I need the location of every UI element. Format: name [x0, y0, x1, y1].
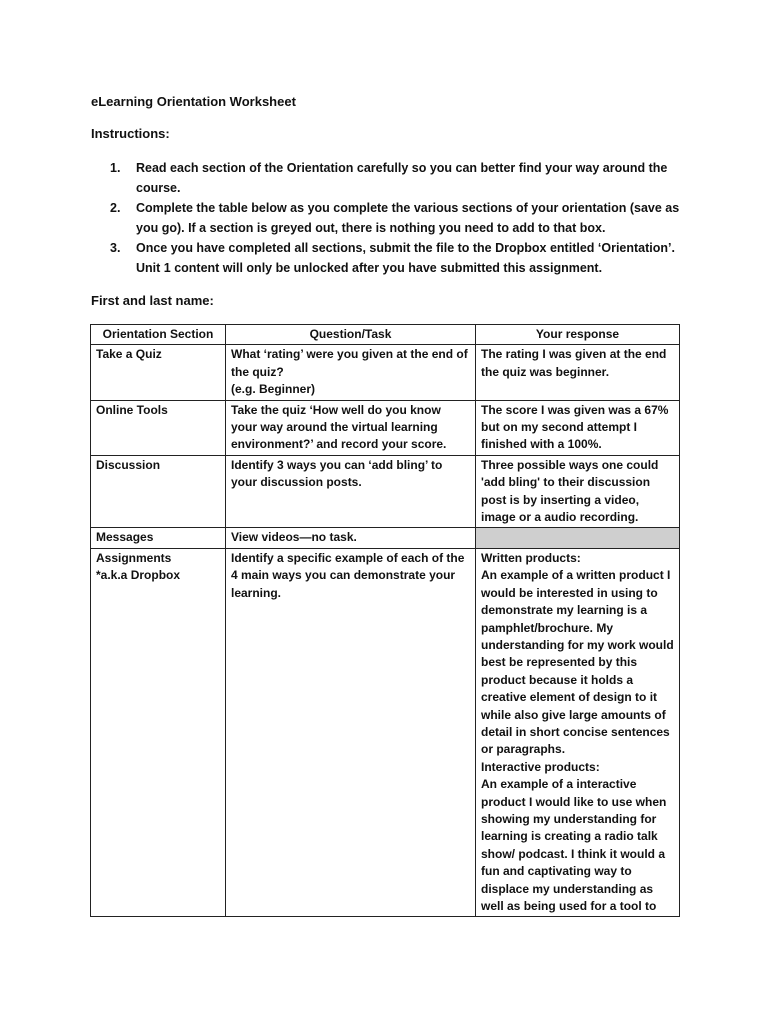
document-title: eLearning Orientation Worksheet: [91, 94, 296, 109]
header-your-response: Your response: [476, 325, 680, 345]
section-cell: Take a Quiz: [91, 345, 226, 400]
response-cell[interactable]: The score I was given was a 67% but on my second attempt I finished with a 100%.: [476, 400, 680, 455]
instructions-list: [110, 158, 680, 278]
table-row: [91, 455, 680, 528]
orientation-table: [90, 324, 680, 917]
instruction-number: 2.: [110, 201, 121, 215]
response-cell[interactable]: The rating I was given at the end the quiz was beginner.: [476, 345, 680, 400]
table-row: [91, 528, 680, 548]
response-text: An example of a written product I would be interested in using to demonstrate my learning is a pamphlet/brochure. My understanding for my work would best be represented by this product because it holds a creative element of design to it while also give large amounts of detail in short concise sentences or paragraphs.: [481, 568, 674, 757]
instruction-text: Complete the table below as you complete the various sections of your orientation (save as you go). If a section is greyed out, there is nothing you need to add to that box.: [136, 201, 680, 235]
section-cell: Online Tools: [91, 400, 226, 455]
section-note: *a.k.a Dropbox: [96, 568, 181, 583]
question-cell: Identify 3 ways you can ‘add bling’ to your discussion posts.: [226, 455, 476, 528]
response-cell[interactable]: [476, 548, 680, 917]
question-cell: View videos—no task.: [226, 528, 476, 548]
header-orientation-section: Orientation Section: [91, 325, 226, 345]
header-question-task: Question/Task: [226, 325, 476, 345]
response-cell-greyed: [476, 528, 680, 548]
table-row: [91, 548, 680, 917]
table-row: [91, 400, 680, 455]
table-row: [91, 345, 680, 400]
instruction-item: [110, 198, 680, 238]
section-text: Assignments: [96, 550, 172, 565]
section-cell: [91, 548, 226, 917]
question-note: (e.g. Beginner): [231, 382, 316, 397]
question-cell: Identify a specific example of each of the 4 main ways you can demonstrate your learning.: [226, 548, 476, 917]
instructions-heading: Instructions:: [91, 126, 170, 141]
response-heading: Interactive products:: [481, 759, 600, 774]
instruction-number: 1.: [110, 161, 121, 175]
instruction-text: Read each section of the Orientation carefully so you can better find your way around the course.: [136, 161, 668, 195]
instruction-text: Once you have completed all sections, submit the file to the Dropbox entitled ‘Orientation’. Unit 1 content will only be unlocked after you have submitted this assignment.: [136, 241, 675, 275]
question-cell: [226, 345, 476, 400]
table-header-row: [91, 325, 680, 345]
response-cell[interactable]: Three possible ways one could 'add bling' to their discussion post is by inserting a video, image or a audio recording.: [476, 455, 680, 528]
response-heading: Written products:: [481, 550, 581, 565]
response-text: An example of a interactive product I would like to use when showing my understanding for learning is creating a radio talk show/ podcast. I think it would a fun and captivating way to displace my understanding as well as being used for a tool to: [481, 777, 667, 913]
question-cell: Take the quiz ‘How well do you know your way around the virtual learning environment?’ and record your score.: [226, 400, 476, 455]
section-cell: Messages: [91, 528, 226, 548]
name-field-label: First and last name:: [91, 293, 214, 308]
section-cell: Discussion: [91, 455, 226, 528]
instruction-number: 3.: [110, 241, 121, 255]
question-text: What ‘rating’ were you given at the end of the quiz?: [231, 347, 468, 379]
instruction-item: [110, 158, 680, 198]
instruction-item: [110, 238, 680, 278]
